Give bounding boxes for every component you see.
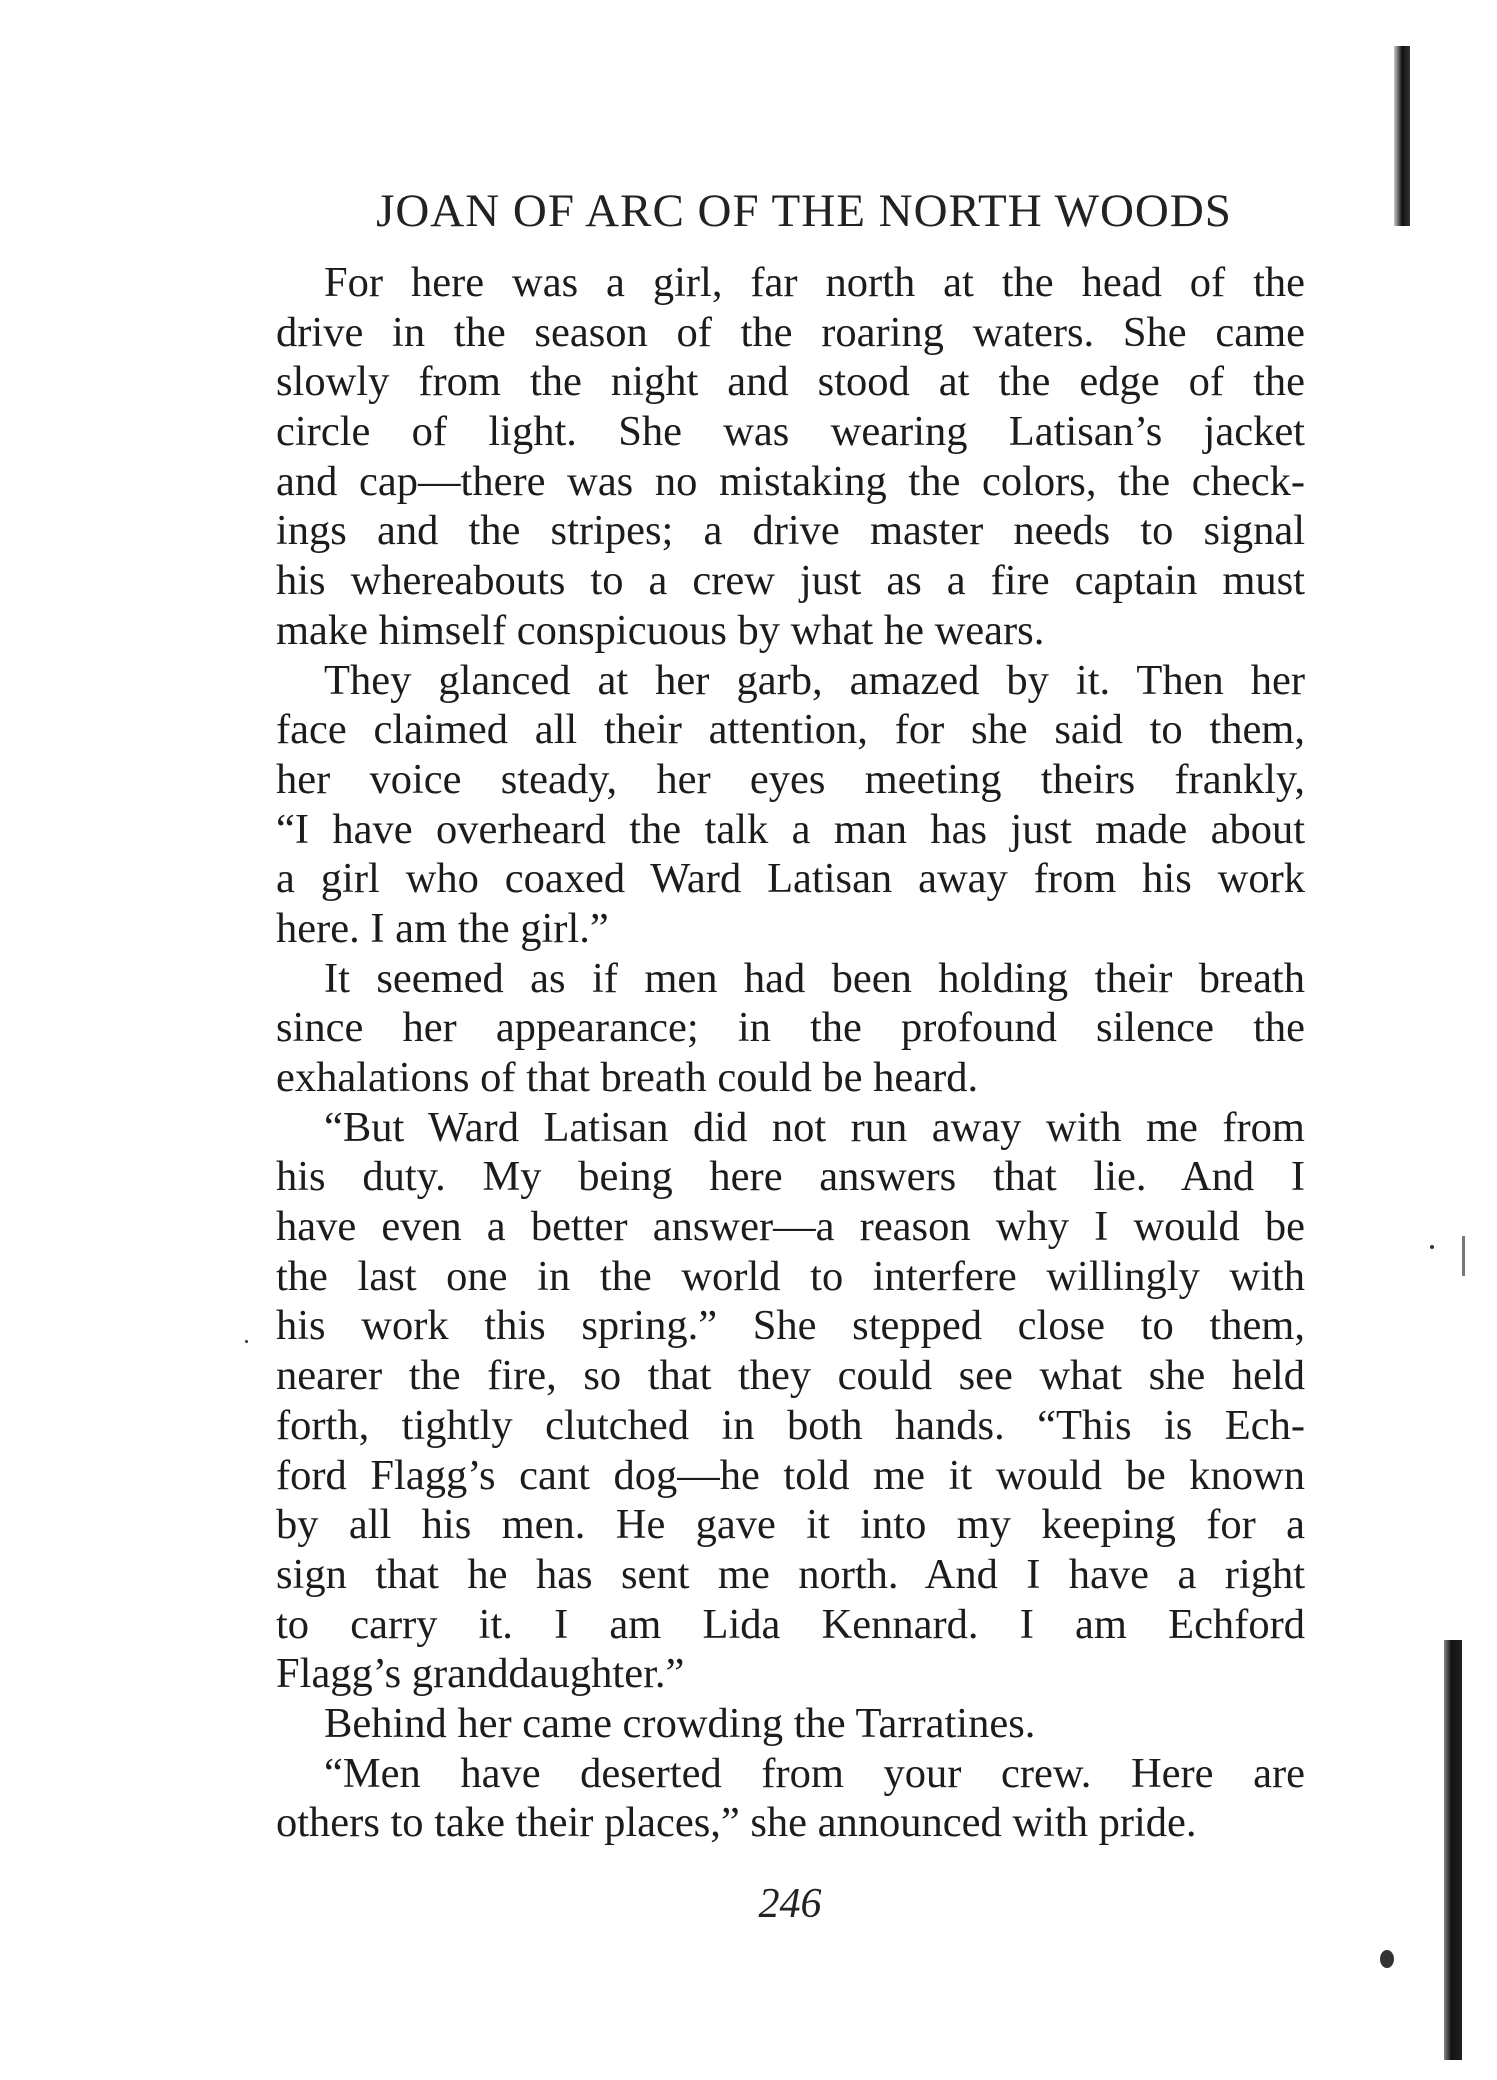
text-line: face claimed all their attention, for she said to them, (276, 706, 1305, 754)
text-line: drive in the season of the roaring waters. She came (276, 308, 1305, 356)
text-line: circle of light. She was wearing Latisan’s jacket (276, 408, 1305, 456)
body-text (276, 258, 1305, 1848)
text-line: For here was a girl, far north at the head of the (324, 259, 1305, 306)
text-line: “I have overheard the talk a man has just made about (276, 805, 1305, 853)
text-line: his duty. My being here answers that lie. And I (276, 1153, 1305, 1201)
text-line: ings and the stripes; a drive master needs to signal (276, 507, 1305, 555)
text-line: a girl who coaxed Ward Latisan away from his work (276, 855, 1305, 903)
text-line: by all his men. He gave it into my keeping for a (276, 1501, 1305, 1549)
text-line: Flagg’s granddaughter.” (276, 1650, 685, 1698)
binding-edge-shadow-bottom (1444, 1640, 1462, 2060)
text-line: sign that he has sent me north. And I have a right (276, 1550, 1305, 1598)
binding-edge-shadow-top (1394, 46, 1410, 226)
text-line: her voice steady, her eyes meeting theirs frankly, (276, 755, 1305, 803)
text-line: forth, tightly clutched in both hands. “This is Ech- (276, 1401, 1305, 1449)
text-line: and cap—there was no mistaking the colors, the check- (276, 457, 1305, 505)
text-line: others to take their places,” she announced with pride. (276, 1799, 1197, 1847)
text-line: ford Flagg’s cant dog—he told me it would be known (276, 1451, 1305, 1499)
page-number: 246 (758, 1881, 822, 1927)
text-line: have even a better answer—a reason why I would be (276, 1203, 1305, 1251)
text-line: “But Ward Latisan did not run away with me from (324, 1103, 1305, 1151)
text-line: nearer the fire, so that they could see what she held (276, 1352, 1305, 1400)
text-line: They glanced at her garb, amazed by it. Then her (324, 656, 1305, 704)
text-line: his work this spring.” She stepped close to them, (276, 1302, 1305, 1350)
scan-speck (1380, 1950, 1394, 1968)
text-line: the last one in the world to interfere willingly with (276, 1252, 1305, 1300)
text-line: exhalations of that breath could be heard. (276, 1054, 979, 1101)
scan-speck (1430, 1245, 1434, 1249)
text-line: It seemed as if men had been holding their breath (324, 954, 1305, 1002)
running-head-title: JOAN OF ARC OF THE NORTH WOODS (376, 185, 1232, 237)
text-line: make himself conspicuous by what he wears. (276, 606, 1045, 654)
text-line: “Men have deserted from your crew. Here are (324, 1749, 1305, 1797)
text-line: here. I am the girl.” (276, 904, 609, 952)
text-line: his whereabouts to a crew just as a fire captain must (276, 557, 1305, 605)
text-line: since her appearance; in the profound silence the (276, 1004, 1305, 1052)
text-line: to carry it. I am Lida Kennard. I am Echford (276, 1600, 1305, 1648)
scan-speck (245, 1340, 248, 1343)
text-line: Behind her came crowding the Tarratines. (324, 1699, 1036, 1747)
binding-edge-mark (1462, 1236, 1465, 1276)
text-line: slowly from the night and stood at the edge of the (276, 358, 1305, 406)
